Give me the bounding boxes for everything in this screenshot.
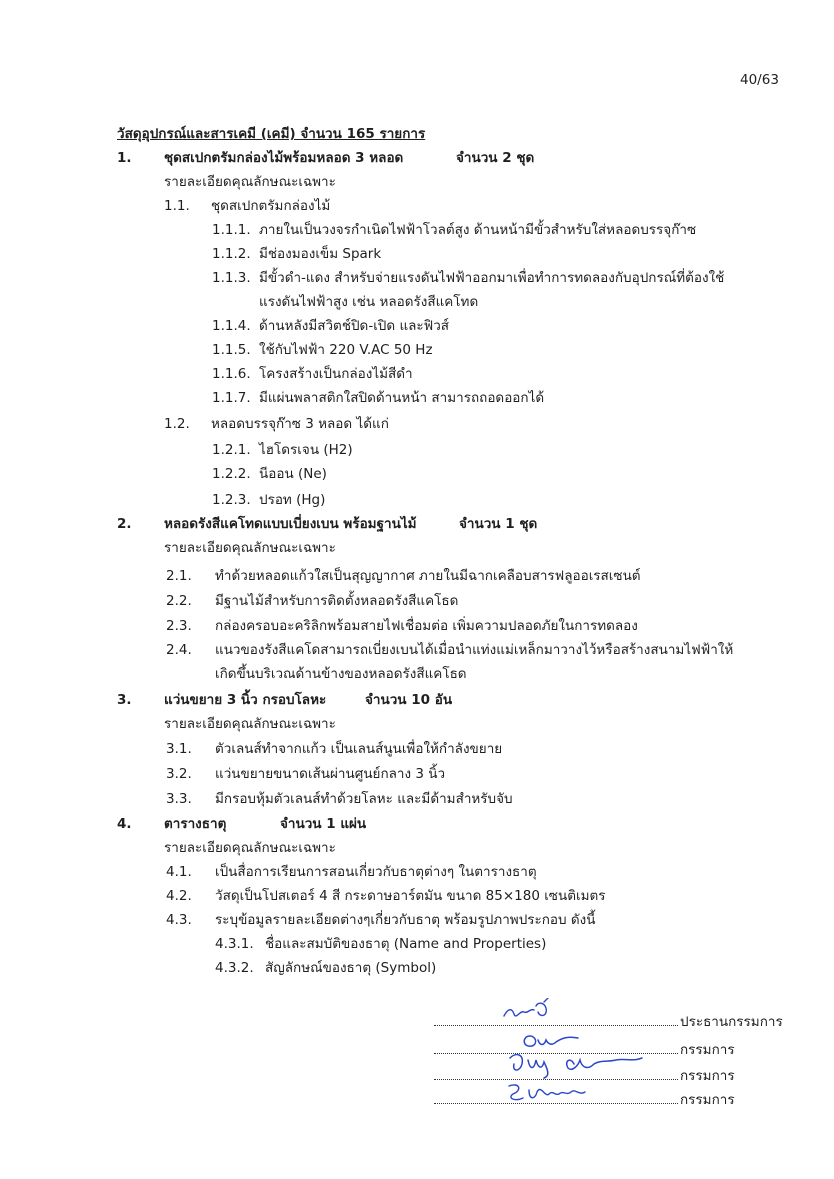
item-1-1-4-text: ด้านหลังมีสวิตช์ปิด-เปิด และฟิวส์ bbox=[259, 318, 450, 334]
item-1-2-text: หลอดบรรจุก๊าซ 3 หลอด ได้แก่ bbox=[211, 416, 389, 432]
item-4-number: 4. bbox=[117, 816, 132, 832]
signature-member-1-mark bbox=[520, 1026, 584, 1052]
item-3-1-number: 3.1. bbox=[166, 741, 192, 757]
item-1-number: 1. bbox=[117, 150, 132, 166]
item-2-4-number: 2.4. bbox=[166, 642, 192, 658]
item-1-1-7-text: มีแผ่นพลาสติกใสปิดด้านหน้า สามารถถอดออกได้ bbox=[259, 390, 545, 406]
item-3-spec-label: รายละเอียดคุณลักษณะเฉพาะ bbox=[164, 716, 336, 732]
item-1-1-1-text: ภายในเป็นวงจรกำเนิดไฟฟ้าโวลต์สูง ด้านหน้ามีขั้วสำหรับใส่หลอดบรรจุก๊าซ bbox=[259, 222, 697, 238]
item-4-1-text: เป็นสื่อการเรียนการสอนเกี่ยวกับธาตุต่างๆ ในตารางธาตุ bbox=[215, 864, 537, 880]
item-1-2-2-number: 1.2.2. bbox=[212, 466, 251, 482]
item-1-2-3-text: ปรอท (Hg) bbox=[259, 492, 326, 508]
item-3-3-number: 3.3. bbox=[166, 791, 192, 807]
item-2-3-number: 2.3. bbox=[166, 618, 192, 634]
item-3-3-text: มีกรอบหุ้มตัวเลนส์ทำด้วยโลหะ และมีด้ามสำหรับจับ bbox=[215, 791, 513, 807]
item-1-1-5-number: 1.1.5. bbox=[212, 342, 251, 358]
item-2-name: หลอดรังสีแคโทดแบบเบี่ยงเบน พร้อมฐานไม้ bbox=[164, 516, 417, 532]
item-1-1-2-number: 1.1.2. bbox=[212, 246, 251, 262]
item-3-name: แว่นขยาย 3 นิ้ว กรอบโลหะ bbox=[164, 692, 327, 708]
item-2-1-text: ทำด้วยหลอดแก้วใสเป็นสุญญากาศ ภายในมีฉากเคลือบสารฟลูออเรสเซนต์ bbox=[215, 568, 641, 584]
item-1-2-2-text: นีออน (Ne) bbox=[259, 466, 327, 482]
document-title: วัสดุอุปกรณ์และสารเคมี (เคมี) จำนวน 165 รายการ bbox=[117, 126, 426, 142]
item-1-2-3-number: 1.2.3. bbox=[212, 492, 251, 508]
item-1-spec-label: รายละเอียดคุณลักษณะเฉพาะ bbox=[164, 174, 336, 190]
item-4-3-2-text: สัญลักษณ์ของธาตุ (Symbol) bbox=[265, 960, 437, 976]
item-4-3-number: 4.3. bbox=[166, 912, 192, 928]
item-1-1-5-text: ใช้กับไฟฟ้า 220 V.AC 50 Hz bbox=[259, 342, 433, 358]
item-2-quantity: จำนวน 1 ชุด bbox=[459, 516, 538, 532]
signature-role-member-2: กรรมการ bbox=[680, 1068, 735, 1084]
item-1-1-3-number: 1.1.3. bbox=[212, 270, 251, 286]
item-2-4-text: แนวของรังสีแคโดสามารถเบี่ยงเบนได้เมื่อนำแท่งแม่เหล็กมาวางไว้หรือสร้างสนามไฟฟ้าให้ bbox=[215, 642, 734, 658]
item-4-3-2-number: 4.3.2. bbox=[215, 960, 254, 976]
item-1-1-6-number: 1.1.6. bbox=[212, 366, 251, 382]
item-1-1-6-text: โครงสร้างเป็นกล่องไม้สีดำ bbox=[259, 366, 413, 382]
signature-role-chair: ประธานกรรมการ bbox=[680, 1014, 783, 1030]
item-3-number: 3. bbox=[117, 692, 132, 708]
item-2-1-number: 2.1. bbox=[166, 568, 192, 584]
signature-member-3-mark bbox=[505, 1080, 595, 1104]
item-4-quantity: จำนวน 1 แผ่น bbox=[280, 816, 367, 832]
item-2-3-text: กล่องครอบอะคริลิกพร้อมสายไฟเชื่อมต่อ เพิ่มความปลอดภัยในการทดลอง bbox=[215, 618, 638, 634]
signature-chair-mark bbox=[500, 998, 560, 1024]
item-1-2-1-number: 1.2.1. bbox=[212, 442, 251, 458]
item-1-1-4-number: 1.1.4. bbox=[212, 318, 251, 334]
item-3-2-number: 3.2. bbox=[166, 766, 192, 782]
item-1-1-3-text-cont: แรงดันไฟฟ้าสูง เช่น หลอดรังสีแคโทด bbox=[259, 294, 479, 310]
signature-line-chair bbox=[434, 1012, 783, 1032]
item-1-1-text: ชุดสเปกตรัมกล่องไม้ bbox=[211, 198, 331, 214]
item-3-1-text: ตัวเลนส์ทำจากแก้ว เป็นเลนส์นูนเพื่อให้กำลังขยาย bbox=[215, 741, 503, 757]
item-4-3-text: ระบุข้อมูลรายละเอียดต่างๆเกี่ยวกับธาตุ พร้อมรูปภาพประกอบ ดังนี้ bbox=[215, 912, 596, 928]
page-number: 40/63 bbox=[740, 72, 779, 88]
item-4-2-text: วัสดุเป็นโปสเตอร์ 4 สี กระดาษอาร์ตมัน ขนาด 85×180 เซนติเมตร bbox=[215, 888, 606, 904]
item-2-4-text-cont: เกิดขึ้นบริเวณด้านข้างของหลอดรังสีแคโธด bbox=[215, 666, 467, 682]
item-4-spec-label: รายละเอียดคุณลักษณะเฉพาะ bbox=[164, 840, 336, 856]
item-4-3-1-number: 4.3.1. bbox=[215, 936, 254, 952]
item-3-2-text: แว่นขยายขนาดเส้นผ่านศูนย์กลาง 3 นิ้ว bbox=[215, 766, 446, 782]
item-4-1-number: 4.1. bbox=[166, 864, 192, 880]
signature-member-2-mark bbox=[504, 1050, 664, 1080]
item-4-2-number: 4.2. bbox=[166, 888, 192, 904]
item-1-name: ชุดสเปกตรัมกล่องไม้พร้อมหลอด 3 หลอด bbox=[164, 150, 404, 166]
item-2-number: 2. bbox=[117, 516, 132, 532]
item-2-2-number: 2.2. bbox=[166, 593, 192, 609]
item-3-quantity: จำนวน 10 อัน bbox=[365, 692, 453, 708]
item-1-1-2-text: มีช่องมองเข็ม Spark bbox=[259, 246, 382, 262]
signature-role-member-3: กรรมการ bbox=[680, 1092, 735, 1108]
item-1-1-number: 1.1. bbox=[164, 198, 190, 214]
item-1-2-number: 1.2. bbox=[164, 416, 190, 432]
item-4-name: ตารางธาตุ bbox=[164, 816, 227, 832]
signature-role-member-1: กรรมการ bbox=[680, 1042, 735, 1058]
item-1-1-7-number: 1.1.7. bbox=[212, 390, 251, 406]
item-2-spec-label: รายละเอียดคุณลักษณะเฉพาะ bbox=[164, 540, 336, 556]
item-1-1-3-text: มีขั้วดำ-แดง สำหรับจ่ายแรงดันไฟฟ้าออกมาเพื่อทำการทดลองกับอุปกรณ์ที่ต้องใช้ bbox=[259, 270, 725, 286]
item-1-2-1-text: ไฮโดรเจน (H2) bbox=[259, 442, 353, 458]
item-1-1-1-number: 1.1.1. bbox=[212, 222, 251, 238]
item-1-quantity: จำนวน 2 ชุด bbox=[456, 150, 535, 166]
item-4-3-1-text: ชื่อและสมบัติของธาตุ (Name and Properties) bbox=[265, 936, 547, 952]
item-2-2-text: มีฐานไม้สำหรับการติดตั้งหลอดรังสีแคโธด bbox=[215, 593, 459, 609]
